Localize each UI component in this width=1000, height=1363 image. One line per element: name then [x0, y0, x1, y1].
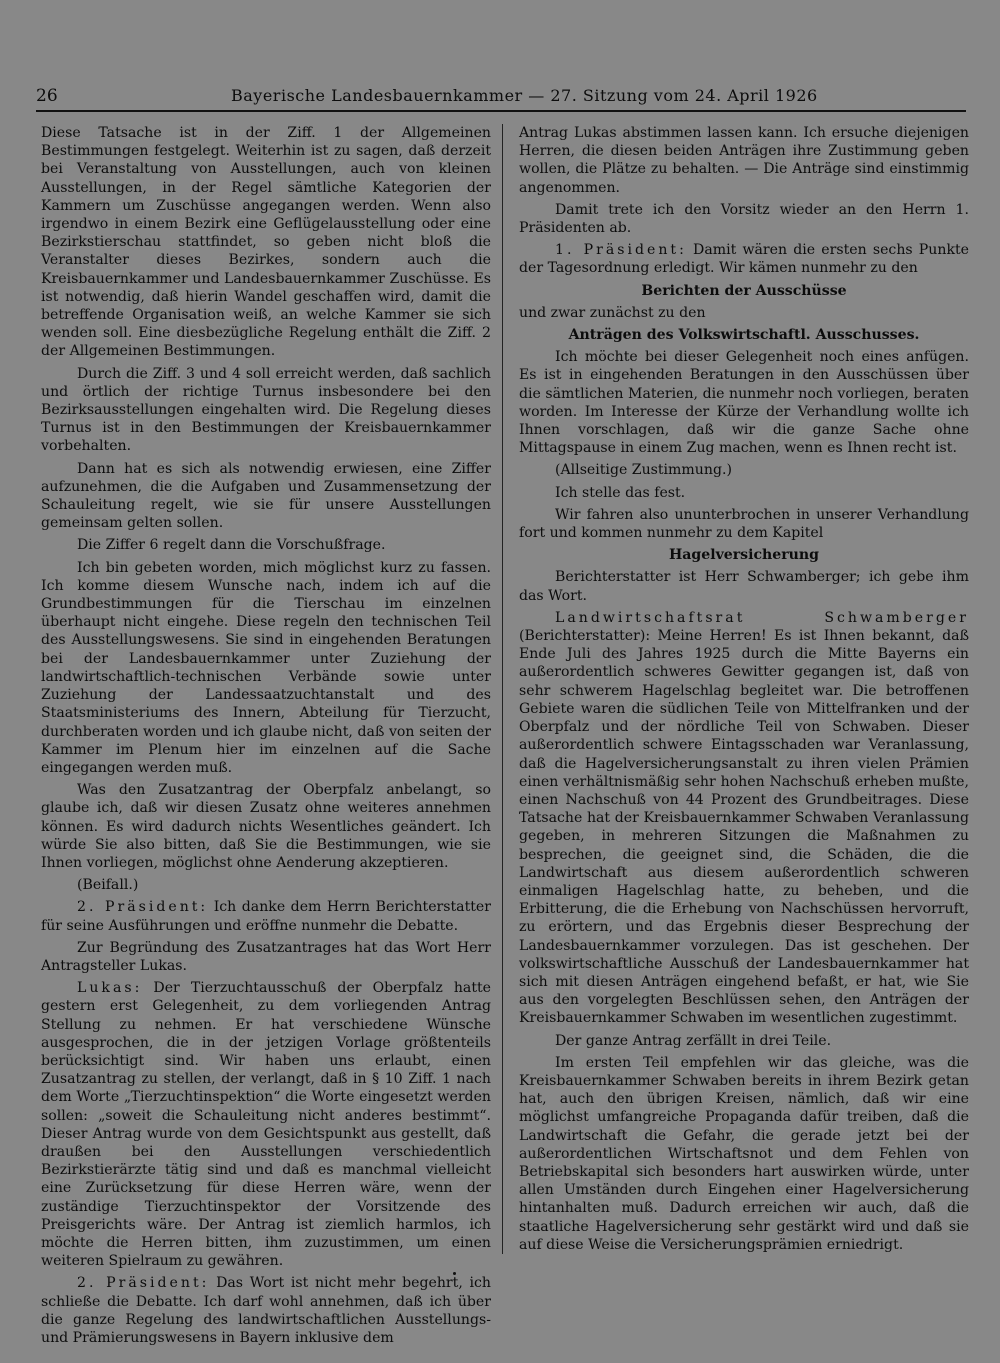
paragraph [41, 898, 491, 934]
speech-text: Der Tierzuchtausschuß der Oberpfalz hatte gestern erst Gelegenheit, zu dem vorliegenden Antrag Stellung zu nehmen. Er hat verschiedene Wünsche ausgesprochen, die in der jetzigen Vorlage größtenteils berücksichtigt sind. Wir haben uns erlaubt, einen Zusatzantrag zu stellen, der verlangt, daß in § 10 Ziff. 1 nach dem Worte „Tierzuchtinspektion“ die Worte eingesetzt werden sollen: „soweit die Schauleitung nicht anderes bestimmt“. Dieser Antrag wurde von dem Gesichtspunkt aus gestellt, daß draußen bei den Ausstellungen verschiedentlich Bezirkstierärzte tätig sind und daß es manchmal vielleicht eine Zurücksetzung für diese Herren wäre, wenn der zuständige Tierzuchtinspektor der Vorsitzende des Preisgerichts wäre. Der Antrag ist ziemlich harmlos, ich möchte die Herren bitten, ihm zuzustimmen, um einen weiteren Spielraum zu gewähren. [41, 980, 491, 1270]
page-number: 26 [36, 86, 58, 106]
section-heading: Berichten der Ausschüsse [641, 282, 847, 299]
paragraph: Diese Tatsache ist in der Ziff. 1 der Allgemeinen Bestimmungen festgelegt. Weiterhin ist zu sagen, daß derzeit bei Veranstaltung von Ausstellungen, auch von kleinen Ausstellungen, in der Regel sämtliche Kategorien der Kammern um Zuschüsse angegangen werden. Wenn also irgendwo in einem Bezirk eine Geflügelausstellung oder eine Bezirkstierschau stattfindet, so geben nicht bloß die Veranstalter dieses Bezirkes, sondern auch die Kreisbauernkammer und Landesbauernkammer Zuschüsse. Es ist notwendig, daß hierin Wandel geschaffen wird, damit die betreffende Organisation weiß, an welche Kammer sie sich wenden soll. Eine diesbezügliche Regelung enthält die Ziff. 2 der Allgemeinen Bestimmungen. [41, 125, 491, 360]
speech-text: (Berichterstatter): Meine Herren! Es ist Ihnen bekannt, daß Ende Juli des Jahres 1925 durch die Mitte Bayerns ein außerordentlich schweres Gewitter gegangen ist, daß von sehr schwerem Hagelschlag begleitet war. Die betroffenen Gebiete waren die südlichen Teile von Mittelfranken und der Oberpfalz und der nördliche Teil von Schwaben. Dieser außerordentlich schwere Eintagsschaden war Veranlassung, daß die Hagelversicherungsanstalt zu ihren vielen Prämien einen verhältnismäßig sehr hohen Nachschuß erheben mußte, einen Nachschuß von 44 Prozent des Grundbeitrages. Diese Tatsache hat der Kreisbauernkammer Schwaben Veranlassung gegeben, in mehreren Sitzungen die Maßnahmen zu besprechen, die geeignet sind, die Schäden, die die Landwirtschaft aus diesem außerordentlich schweren einmaligen Hagelschlag hatte, zu beheben, und die Erbitterung, die die Erhebung von Nachschüssen hervorruft, zu erörtern, und das Ergebnis dieser Besprechung der Landesbauernkammer vorzulegen. Das ist geschehen. Der volkswirtschaftliche Ausschuß der Landesbauernkammer hat sich mit diesen Anträgen eingehend befaßt, er hat, wie Sie aus den vorgelegten Beschlüssen sehen, den Anträgen der Kreisbauernkammer Schwaben im wesentlichen zugestimmt. [519, 628, 969, 1027]
speaker-name: 2. Präsident: [77, 899, 209, 916]
paragraph [519, 241, 969, 277]
paragraph: Ich stelle das fest. [555, 484, 686, 501]
section-heading: Anträgen des Volkswirtschaftl. Ausschusses. [568, 327, 920, 344]
paragraph: Damit trete ich den Vorsitz wieder an den Herrn 1. Präsidenten ab. [519, 201, 969, 237]
paragraph [41, 1274, 491, 1347]
speech-text: Damit wären die ersten sechs Punkte der Tagesordnung erledigt. Wir kämen nunmehr zu den [519, 242, 969, 277]
right-column [519, 124, 969, 1258]
paragraph: Der ganze Antrag zerfällt in drei Teile. [555, 1032, 832, 1049]
running-title: Bayerische Landesbauernkammer — 27. Sitzung vom 24. April 1926 [231, 86, 818, 105]
paragraph: Wir fahren also ununterbrochen in unserer Verhandlung fort und kommen nunmehr zu dem Kapitel [519, 506, 969, 542]
paragraph: Im ersten Teil empfehlen wir das gleiche, was die Kreisbauernkammer Schwaben bereits in ihrem Bezirk getan hat, auch den übrigen Kreisen, nämlich, daß wir eine möglichst umfangreiche Propaganda dafür treiben, daß die Landwirtschaft die Gefahr, die gerade jetzt bei der außerordentlichen Wirtschaftsnot und dem Fehlen von Betriebskapital sich besonders hart auswirken würde, unter allen Umständen durch Eingehen einer Hagelversicherung hintanhalten muß. Dadurch erreichen wir auch, daß die staatliche Hagelversicherung sehr gestärkt wird und daß sie auf diese Weise die Versicherungsprämien erniedrigt. [519, 1054, 969, 1253]
paragraph: und zwar zunächst zu den [519, 304, 706, 321]
paragraph: Berichterstatter ist Herr Schwamberger; ich gebe ihm das Wort. [519, 569, 969, 604]
paragraph [41, 979, 491, 1270]
paragraph: (Beifall.) [77, 877, 139, 894]
paragraph [519, 609, 969, 1028]
print-speck [453, 1272, 456, 1275]
paragraph: Durch die Ziff. 3 und 4 soll erreicht werden, daß sachlich und örtlich der richtige Turnus insbesondere bei den Bezirksausstellungen eingehalten wird. Die Regelung dieses Turnus ist in den Bestimmungen der Kreisbauernkammer vorbehalten. [41, 365, 491, 455]
paragraph: Ich möchte bei dieser Gelegenheit noch eines anfügen. Es ist in eingehenden Beratungen in den Ausschüssen über die sämtlichen Materien, die nunmehr noch vorliegen, beraten worden. Im Interesse der Kürze der Verhandlung wollte ich Ihnen vorschlagen, daß wir die ganze Sache ohne Mittagspause in einem Zug machen, wenn es Ihnen recht ist. [519, 349, 969, 457]
paragraph: Dann hat es sich als notwendig erwiesen, eine Ziffer aufzunehmen, die die Aufgaben und Zusammensetzung der Schauleitung regelt, wie sie für unsere Ausstellungen gemeinsam gelten sollen. [41, 460, 491, 532]
section-heading: Hagelversicherung [668, 547, 820, 564]
paragraph: Die Ziffer 6 regelt dann die Vorschußfrage. [77, 537, 386, 554]
speaker-name: Landwirtschaftsrat Schwamberger [555, 609, 969, 626]
speech-text: Das Wort ist nicht mehr begehrt, ich schließe die Debatte. Ich darf wohl annehmen, daß ich über die ganze Regelung des landwirtschaftlichen Ausstellungs- und Prämierungswesens in Bayern inklusive dem [41, 1275, 491, 1346]
page-header [36, 86, 966, 112]
paragraph: Antrag Lukas abstimmen lassen kann. Ich ersuche diejenigen Herren, die diesen beiden Anträgen ihre Zustimmung geben wollen, die Plätze zu behalten. — Die Anträge sind einstimmig angenommen. [519, 125, 969, 196]
paragraph: Zur Begründung des Zusatzantrages hat das Wort Herr Antragsteller Lukas. [41, 939, 491, 974]
speaker-name: Lukas: [77, 980, 143, 997]
paragraph: (Allseitige Zustimmung.) [555, 462, 732, 479]
left-column [41, 124, 491, 1351]
paragraph: Was den Zusatzantrag der Oberpfalz anbelangt, so glaube ich, daß wir diesen Zusatz ohne weiteres annehmen können. Es wird dadurch nichts Wesentliches geändert. Ich würde Sie also bitten, daß Sie die Bestimmungen, wie sie Ihnen vorliegen, möglichst ohne Aenderung akzeptieren. [41, 782, 491, 871]
speaker-name: 2. Präsident: [77, 1275, 210, 1292]
speech-text: Ich danke dem Herrn Berichterstatter für seine Ausführungen und eröffne nunmehr die Debatte. [41, 899, 491, 934]
speaker-name: 1. Präsident: [555, 242, 687, 259]
column-divider [502, 124, 503, 1254]
paragraph: Ich bin gebeten worden, mich möglichst kurz zu fassen. Ich komme diesem Wunsche nach, indem ich auf die Grundbestimmungen für die Tierschau im einzelnen überhaupt nicht eingehe. Diese regeln den technischen Teil des Ausstellungswesens. Sie sind in eingehenden Beratungen bei der Landesbauernkammer unter Zuziehung der landwirtschaftlich-technischen Verbände sowie unter Zuziehung der Landessaatzuchtanstalt und des Staatsministeriums des Innern, Abteilung für Tierzucht, durchberaten worden und ich glaube nicht, daß von seiten der Kammer im Plenum hier im einzelnen auf die Sache eingegangen werden muß. [41, 559, 491, 776]
